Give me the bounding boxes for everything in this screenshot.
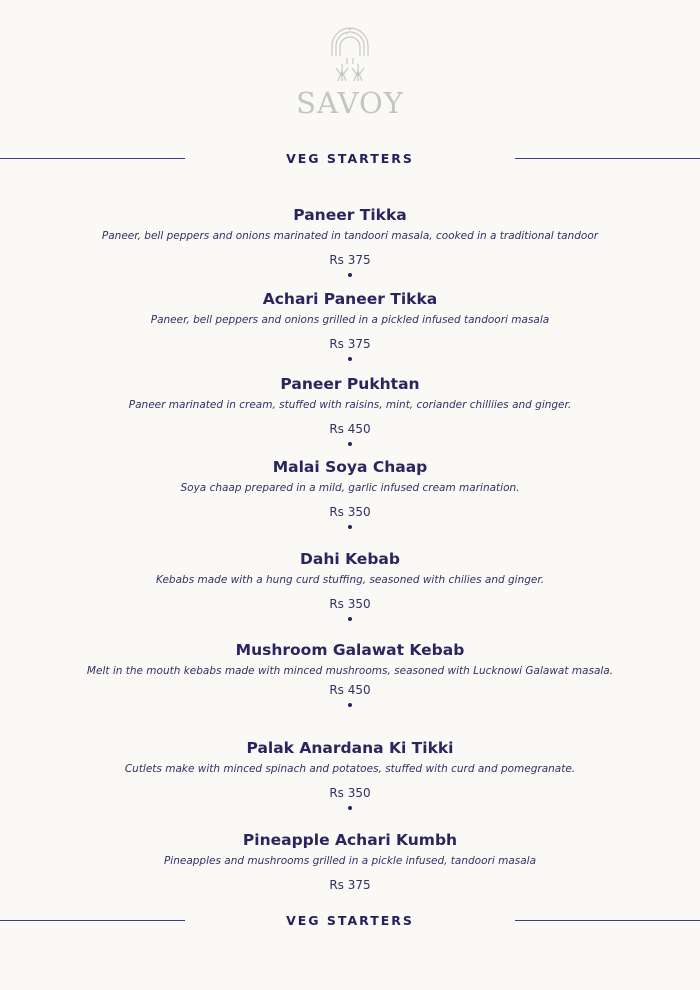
item-name: Malai Soya Chaap <box>272 458 428 476</box>
menu-item <box>60 738 640 810</box>
menu-item <box>60 457 640 529</box>
item-price: Rs 350 <box>329 597 371 611</box>
menu-item <box>60 374 640 446</box>
savoy-logo <box>280 26 420 120</box>
menu-item <box>60 549 640 621</box>
section-title: VEG STARTERS <box>286 151 414 166</box>
menu-item <box>60 830 640 893</box>
item-description: Kebabs made with a hung curd stuffing, seasoned with chilies and ginger. <box>155 574 545 586</box>
item-price: Rs 450 <box>329 683 371 697</box>
brand-name: SAVOY <box>296 86 404 120</box>
item-description: Pineapples and mushrooms grilled in a pickle infused, tandoori masala <box>163 855 537 867</box>
item-name: Paneer Tikka <box>293 206 407 224</box>
item-price: Rs 350 <box>329 505 371 519</box>
separator-dot-icon <box>348 525 352 529</box>
item-description: Soya chaap prepared in a mild, garlic infused cream marination. <box>180 482 520 494</box>
item-price: Rs 375 <box>329 337 371 351</box>
item-name: Pineapple Achari Kumbh <box>242 831 458 849</box>
item-name: Dahi Kebab <box>300 550 400 568</box>
separator-dot-icon <box>348 273 352 277</box>
item-description: Cutlets make with minced spinach and potatoes, stuffed with curd and pomegranate. <box>124 763 576 775</box>
item-name: Paneer Pukhtan <box>280 375 420 393</box>
arch-logo-icon <box>320 26 380 86</box>
item-description: Paneer marinated in cream, stuffed with raisins, mint, coriander chilliies and ginger. <box>128 399 572 411</box>
menu-item <box>60 640 640 707</box>
item-price: Rs 375 <box>329 878 371 892</box>
separator-dot-icon <box>348 617 352 621</box>
item-name: Palak Anardana Ki Tikki <box>246 739 454 757</box>
item-price: Rs 375 <box>329 253 371 267</box>
item-description: Paneer, bell peppers and onions grilled in a pickled infused tandoori masala <box>150 314 550 326</box>
item-name: Achari Paneer Tikka <box>262 290 438 308</box>
menu-item <box>60 205 640 277</box>
item-name: Mushroom Galawat Kebab <box>235 641 465 659</box>
separator-dot-icon <box>348 442 352 446</box>
menu-item <box>60 289 640 361</box>
item-price: Rs 450 <box>329 422 371 436</box>
item-description: Paneer, bell peppers and onions marinated in tandoori masala, cooked in a traditional tandoor <box>101 230 599 242</box>
section-footer-title: VEG STARTERS <box>286 913 414 928</box>
separator-dot-icon <box>348 806 352 810</box>
separator-dot-icon <box>348 703 352 707</box>
separator-dot-icon <box>348 357 352 361</box>
item-description: Melt in the mouth kebabs made with minced mushrooms, seasoned with Lucknowi Galawat masala. <box>86 665 614 677</box>
item-price: Rs 350 <box>329 786 371 800</box>
